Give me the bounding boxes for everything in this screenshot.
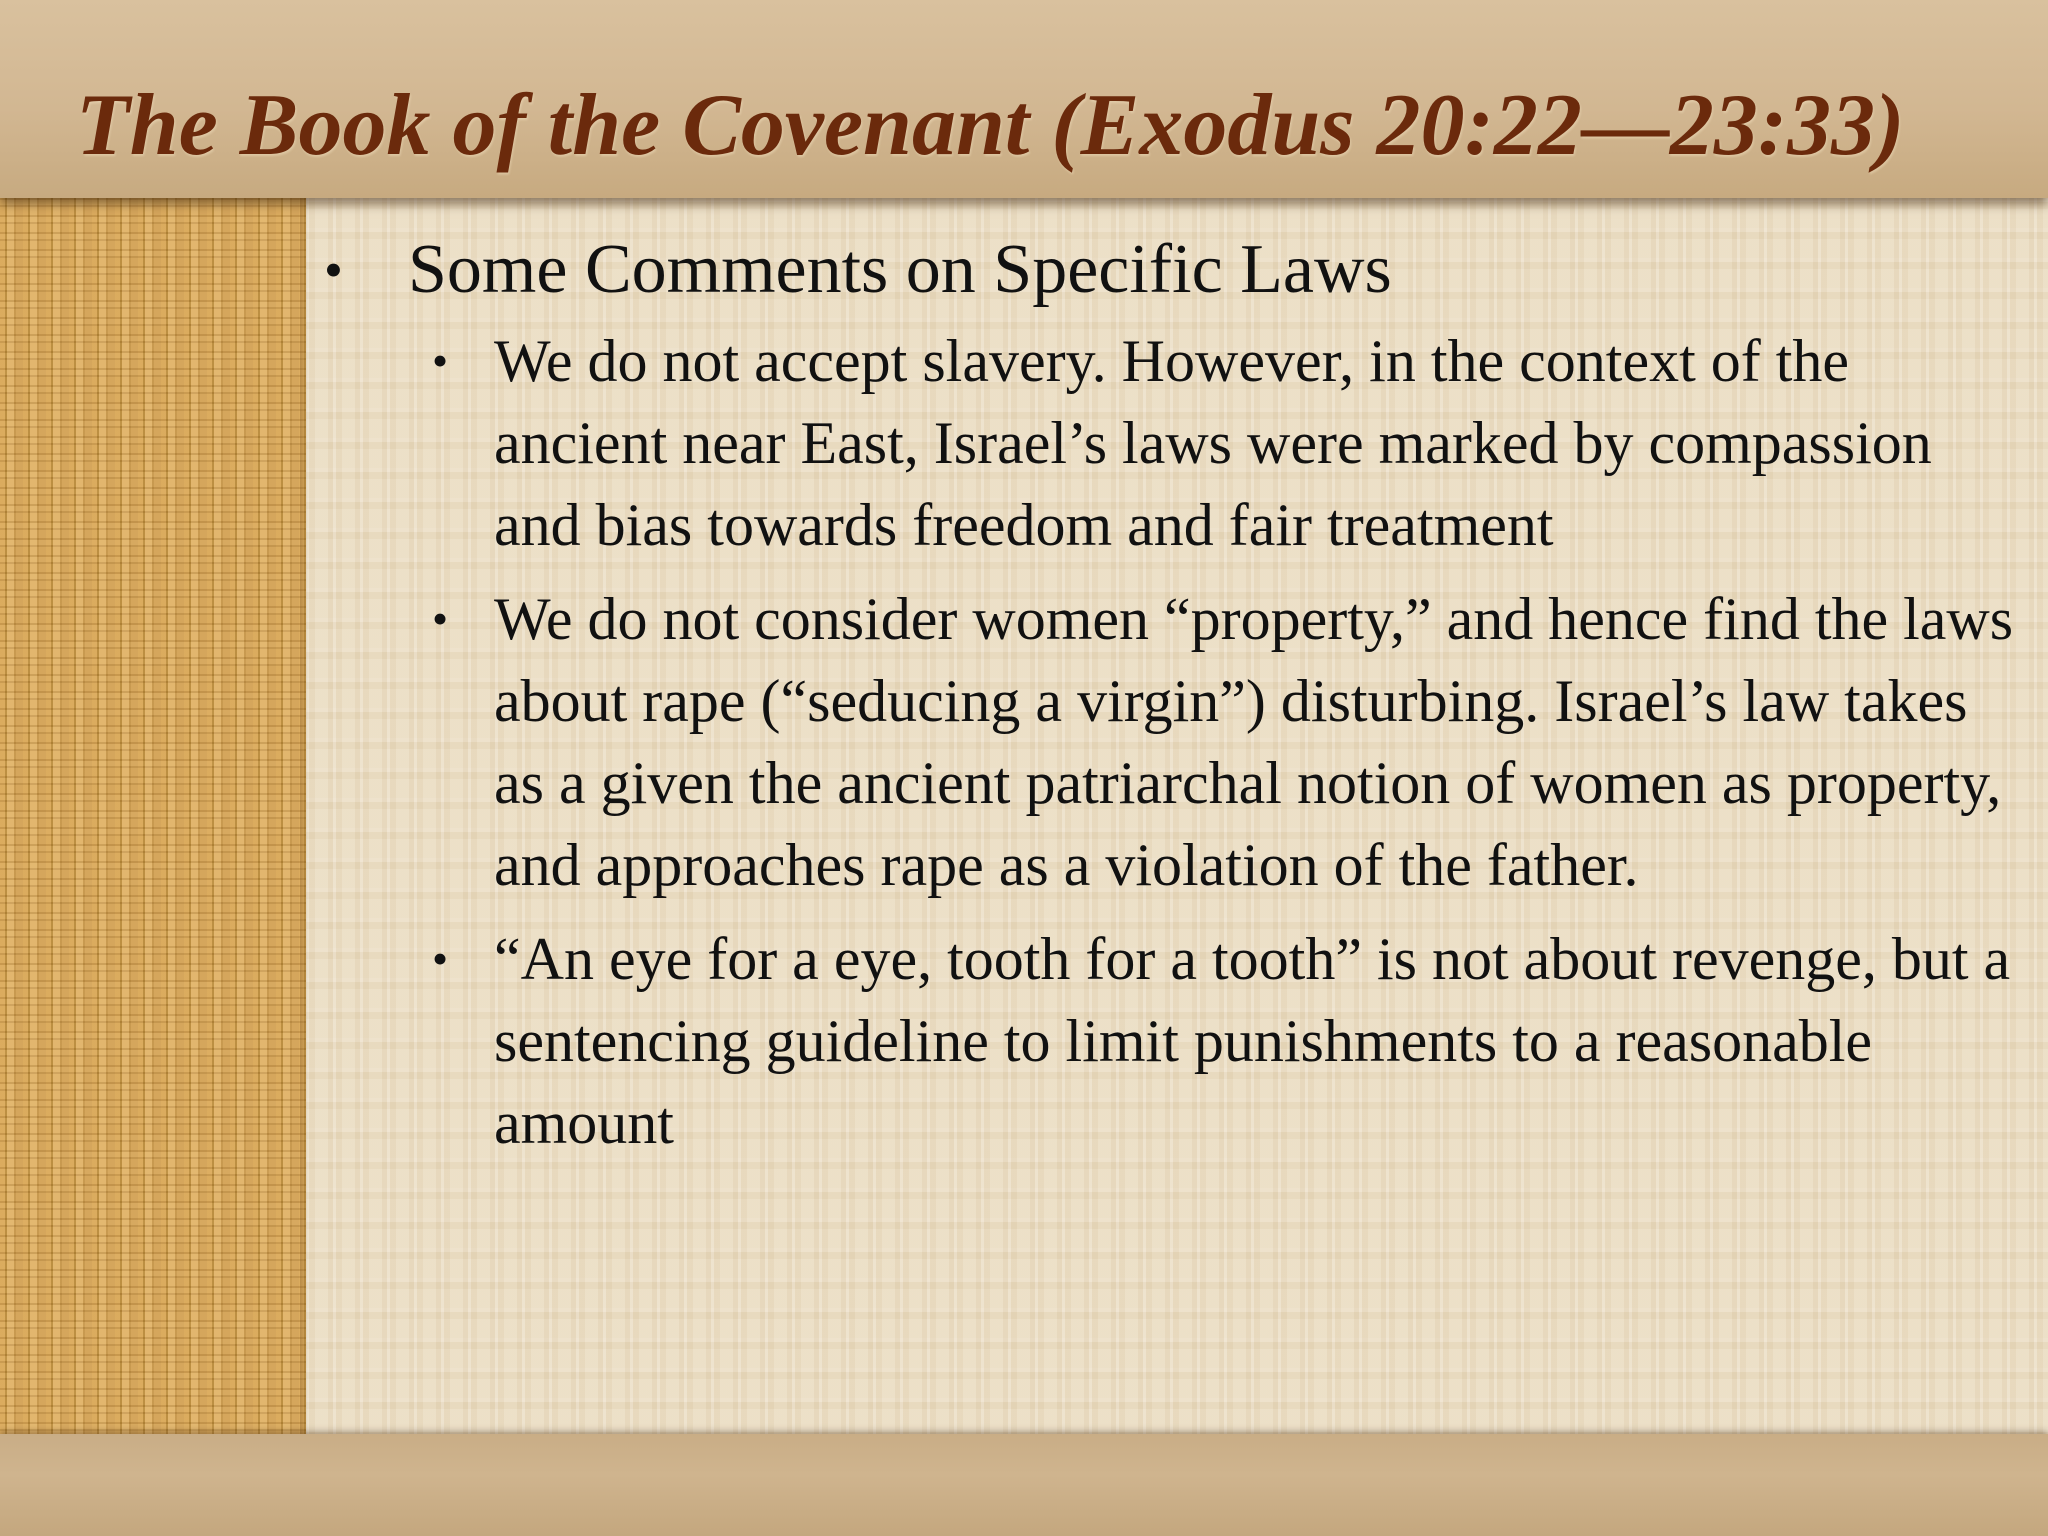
sub-bullet-item bbox=[432, 320, 2014, 566]
side-panel-edge bbox=[300, 198, 308, 1434]
woven-side-panel bbox=[0, 198, 306, 1434]
slide-body bbox=[320, 222, 2020, 1176]
bullet-icon: • bbox=[432, 933, 449, 984]
sub-bullet-text: We do not consider women “property,” and hence find the laws about rape (“seducing a virgin”) disturbing. Israel’s law takes as a given the ancient patriarchal notion of women as property, and approaches rape as a violation of the father. bbox=[494, 586, 2014, 898]
sub-bullet-text: We do not accept slavery. However, in the context of the ancient near East, Israel’s laws were marked by compassion and bias towards freedom and fair treatment bbox=[494, 328, 1932, 558]
sub-bullet-item bbox=[432, 578, 2014, 906]
bullet-icon: • bbox=[324, 240, 343, 300]
heading-text: Some Comments on Specific Laws bbox=[408, 231, 1392, 308]
bullet-icon: • bbox=[432, 335, 449, 386]
bullet-icon: • bbox=[432, 593, 449, 644]
heading-bullet-item bbox=[320, 222, 2020, 318]
sub-bullet-item bbox=[432, 918, 2014, 1164]
slide-title: The Book of the Covenant (Exodus 20:22—23:33) bbox=[76, 77, 1905, 174]
sub-bullet-text: “An eye for a eye, tooth for a tooth” is not about revenge, but a sentencing guideline to limit punishments to a reasonable amount bbox=[494, 926, 2011, 1156]
title-band bbox=[0, 0, 2048, 198]
bottom-band bbox=[0, 1434, 2048, 1536]
